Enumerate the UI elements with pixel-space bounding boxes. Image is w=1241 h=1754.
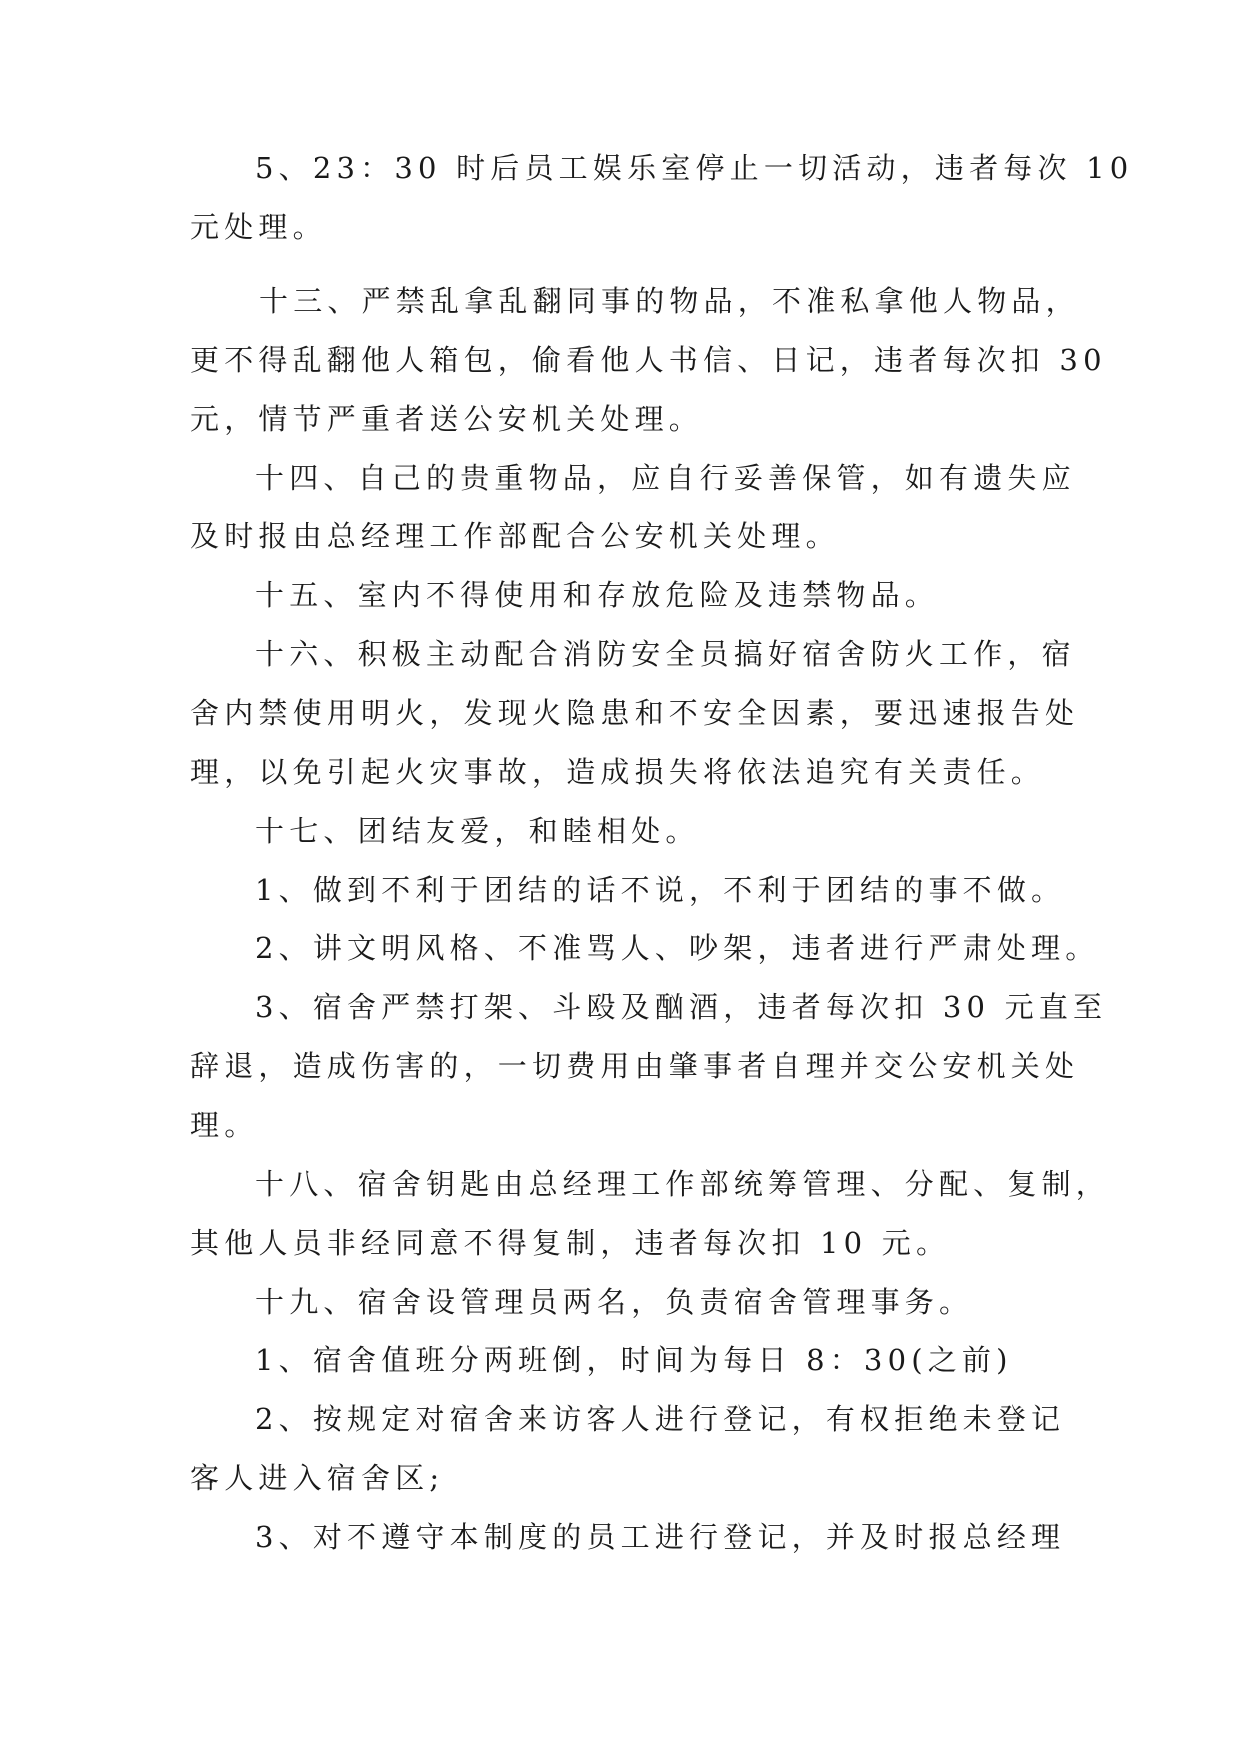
text-line: 更不得乱翻他人箱包，偷看他人书信、日记，违者每次扣 30 xyxy=(190,343,1107,377)
text-line: 5、23：30 时后员工娱乐室停止一切活动，违者每次 10 xyxy=(255,151,1134,185)
text-line: 十九、宿舍设管理员两名，负责宿舍管理事务。 xyxy=(255,1285,974,1319)
text-line: 元处理。 xyxy=(190,210,327,244)
text-line: 十七、团结友爱，和睦相处。 xyxy=(255,814,700,848)
text-line: 理。 xyxy=(190,1108,259,1142)
text-line: 2、按规定对宿舍来访客人进行登记，有权拒绝未登记 xyxy=(255,1402,1066,1436)
text-line: 及时报由总经理工作部配合公安机关处理。 xyxy=(190,519,840,553)
text-line: 十六、积极主动配合消防安全员搞好宿舍防火工作，宿 xyxy=(255,637,1076,671)
text-line: 十三、严禁乱拿乱翻同事的物品，不准私拿他人物品， xyxy=(259,284,1080,318)
text-line: 3、对不遵守本制度的员工进行登记，并及时报总经理 xyxy=(255,1520,1066,1554)
text-line: 十四、自己的贵重物品，应自行妥善保管，如有遗失应 xyxy=(255,461,1076,495)
text-line: 理，以免引起火灾事故，造成损失将依法追究有关责任。 xyxy=(190,755,1046,789)
text-line: 其他人员非经同意不得复制，违者每次扣 10 元。 xyxy=(190,1226,951,1260)
text-line: 十五、室内不得使用和存放危险及违禁物品。 xyxy=(255,578,940,612)
text-line: 十八、宿舍钥匙由总经理工作部统筹管理、分配、复制， xyxy=(255,1167,1111,1201)
text-line: 客人进入宿舍区; xyxy=(190,1461,445,1495)
text-line: 辞退，造成伤害的，一切费用由肇事者自理并交公安机关处 xyxy=(190,1049,1080,1083)
text-line: 3、宿舍严禁打架、斗殴及酗酒，违者每次扣 30 元直至 xyxy=(255,990,1108,1024)
text-line: 1、宿舍值班分两班倒，时间为每日 8：30(之前) xyxy=(255,1343,1013,1377)
text-line: 2、讲文明风格、不准骂人、吵架，违者进行严肃处理。 xyxy=(255,931,1100,965)
text-line: 舍内禁使用明火，发现火隐患和不安全因素，要迅速报告处 xyxy=(190,696,1080,730)
text-line: 1、做到不利于团结的话不说，不利于团结的事不做。 xyxy=(255,873,1066,907)
text-line: 元，情节严重者送公安机关处理。 xyxy=(190,402,704,436)
